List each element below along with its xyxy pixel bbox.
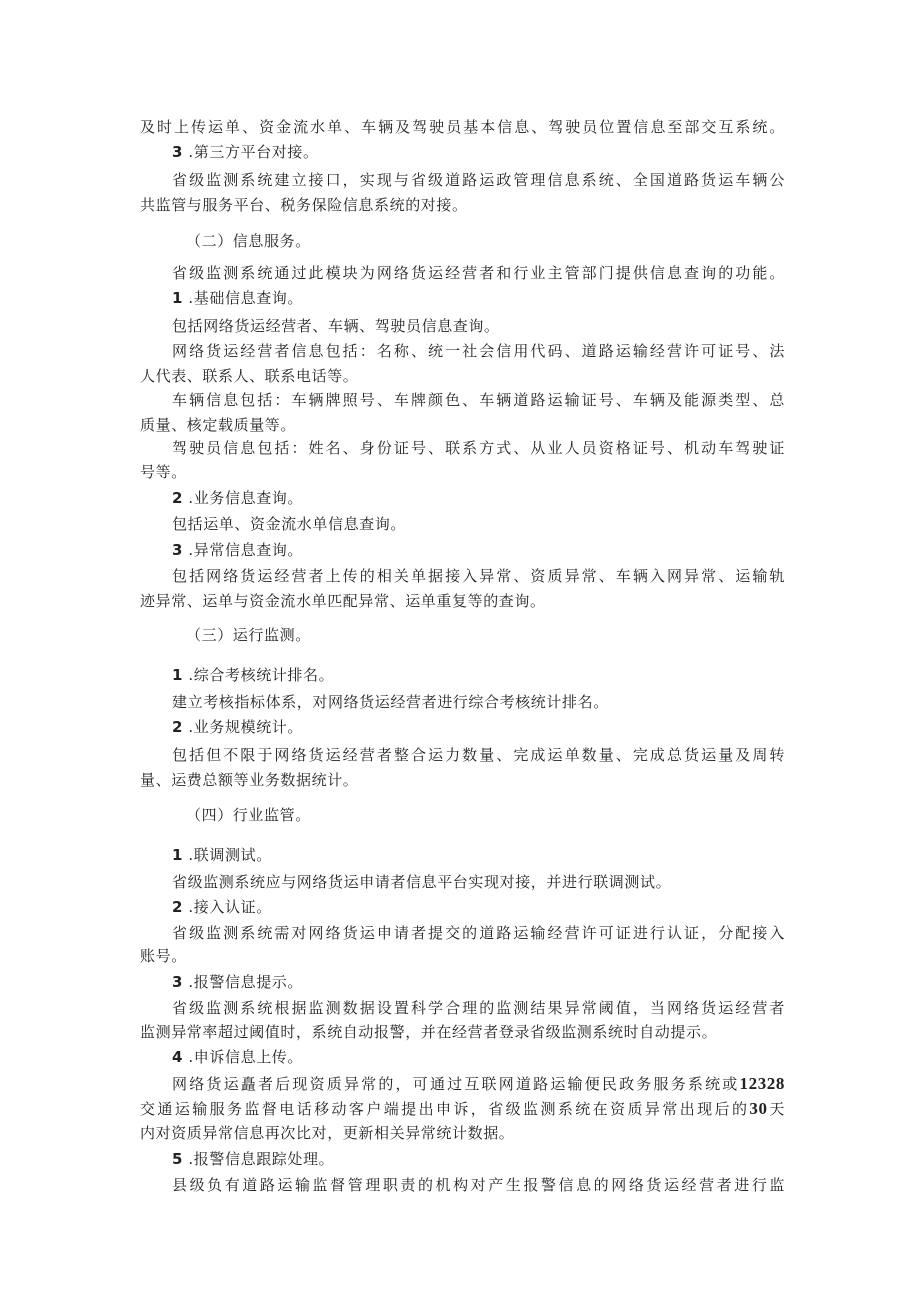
list-heading — [172, 897, 785, 917]
list-heading-text: .报警信息提示。 — [188, 973, 303, 991]
list-number: 3 — [172, 973, 184, 991]
list-heading — [172, 972, 785, 992]
paragraph-line: 监测异常率超过阈值时，系统自动报警，并在经营者登录省级监测系统时自动提示。 — [140, 1023, 718, 1041]
paragraph-line: 人代表、联系人、联系电话等。 — [140, 367, 359, 385]
paragraph-line: 迹异常、运单与资金流水单匹配异常、运单重复等的查询。 — [140, 592, 546, 610]
paragraph-line: 包括网络货运经营者、车辆、驾驶员信息查询。 — [172, 317, 500, 335]
paragraph-line: 及时上传运单、资金流水单、车辆及驾驶员基本信息、驾驶员位置信息至部交互系统。 — [140, 118, 785, 136]
paragraph-line: 账号。 — [140, 947, 187, 965]
list-number: 1 — [172, 289, 184, 307]
list-heading-text: .申诉信息上传。 — [188, 1048, 303, 1066]
paragraph-line: 建立考核指标体系，对网络货运经营者进行综合考核统计排名。 — [172, 693, 609, 711]
list-heading — [172, 717, 785, 737]
paragraph-line: 包括网络货运经营者上传的相关单据接入异常、资质异常、车辆入网异常、运输轨 — [172, 567, 785, 585]
paragraph-line: 县级负有道路运输监督管理职责的机构对产生报警信息的网络货运经营者进行监 — [172, 1176, 785, 1194]
section-heading: （三）运行监测。 — [186, 626, 311, 644]
list-heading-text: .报警信息跟踪处理。 — [188, 1150, 335, 1168]
list-number: 2 — [172, 718, 184, 736]
list-heading — [172, 1047, 785, 1067]
paragraph-text: 天 — [767, 1100, 785, 1118]
paragraph-line: 省级监测系统通过此模块为网络货运经营者和行业主管部门提供信息查询的功能。 — [172, 264, 785, 282]
day-count: 30 — [749, 1099, 768, 1118]
paragraph-line: 包括运单、资金流水单信息查询。 — [172, 515, 407, 533]
list-number: 3 — [172, 541, 184, 559]
list-heading-text: .基础信息查询。 — [188, 289, 303, 307]
paragraph-line: 省级监测系统应与网络货运申请者信息平台实现对接，并进行联调测试。 — [172, 873, 672, 891]
paragraph-line: 内对资质异常信息再次比对，更新相关异常统计数据。 — [140, 1124, 515, 1142]
list-heading-text: .第三方平台对接。 — [188, 143, 319, 161]
paragraph-line: 驾驶员信息包括：姓名、身份证号、联系方式、从业人员资格证号、机动车驾驶证 — [172, 439, 785, 457]
section-heading: （二）信息服务。 — [186, 232, 311, 250]
paragraph-line: 质量、核定载质量等。 — [140, 416, 297, 434]
paragraph-line: 量、运费总额等业务数据统计。 — [140, 771, 359, 789]
list-number: 2 — [172, 898, 184, 916]
paragraph-line: 网络货运经营者信息包括：名称、统一社会信用代码、道路运输经营许可证号、法 — [172, 342, 785, 360]
paragraph-line: 省级监测系统根据监测数据设置科学合理的监测结果异常阈值，当网络货运经营者 — [172, 999, 785, 1017]
section-heading: （四）行业监管。 — [186, 806, 311, 824]
list-heading-text: .业务信息查询。 — [188, 489, 303, 507]
list-heading — [172, 540, 785, 560]
list-heading-text: .接入认证。 — [188, 898, 272, 916]
paragraph-line: 车辆信息包括：车辆牌照号、车牌颜色、车辆道路运输证号、车辆及能源类型、总 — [172, 391, 785, 409]
paragraph-text: 交通运输服务监督电话移动客户端提出申诉，省级监测系统在资质异常出现后的 — [140, 1100, 750, 1118]
paragraph-line — [140, 1099, 785, 1119]
list-heading — [172, 1149, 785, 1169]
list-heading-text: .综合考核统计排名。 — [188, 666, 335, 684]
paragraph-text: 网络货运矗者后现资质异常的，可通过互联网道路运输便民政务服务系统或 — [172, 1075, 740, 1093]
list-heading-text: .联调测试。 — [188, 846, 272, 864]
list-heading-text: .业务规模统计。 — [188, 718, 303, 736]
paragraph-line: 共监管与服务平台、税务保险信息系统的对接。 — [140, 196, 468, 214]
list-number: 2 — [172, 489, 184, 507]
hotline-number: 12328 — [739, 1074, 785, 1093]
paragraph-line: 省级监测系统需对网络货运申请者提交的道路运输经营许可证进行认证，分配接入 — [172, 924, 785, 942]
list-number: 3 — [172, 143, 184, 161]
paragraph-line: 省级监测系统建立接口，实现与省级道路运政管理信息系统、全国道路货运车辆公 — [172, 171, 785, 189]
list-number: 5 — [172, 1150, 184, 1168]
list-number: 4 — [172, 1048, 184, 1066]
list-heading — [172, 488, 785, 508]
list-heading-text: .异常信息查询。 — [188, 541, 303, 559]
list-heading — [172, 845, 785, 865]
list-heading — [172, 288, 785, 308]
paragraph-line: 包括但不限于网络货运经营者整合运力数量、完成运单数量、完成总货运量及周转 — [172, 746, 785, 764]
list-number: 1 — [172, 846, 184, 864]
list-number: 1 — [172, 666, 184, 684]
list-heading — [172, 665, 785, 685]
list-heading — [172, 142, 785, 162]
paragraph-line: 号等。 — [140, 463, 187, 481]
paragraph-line — [172, 1074, 785, 1094]
